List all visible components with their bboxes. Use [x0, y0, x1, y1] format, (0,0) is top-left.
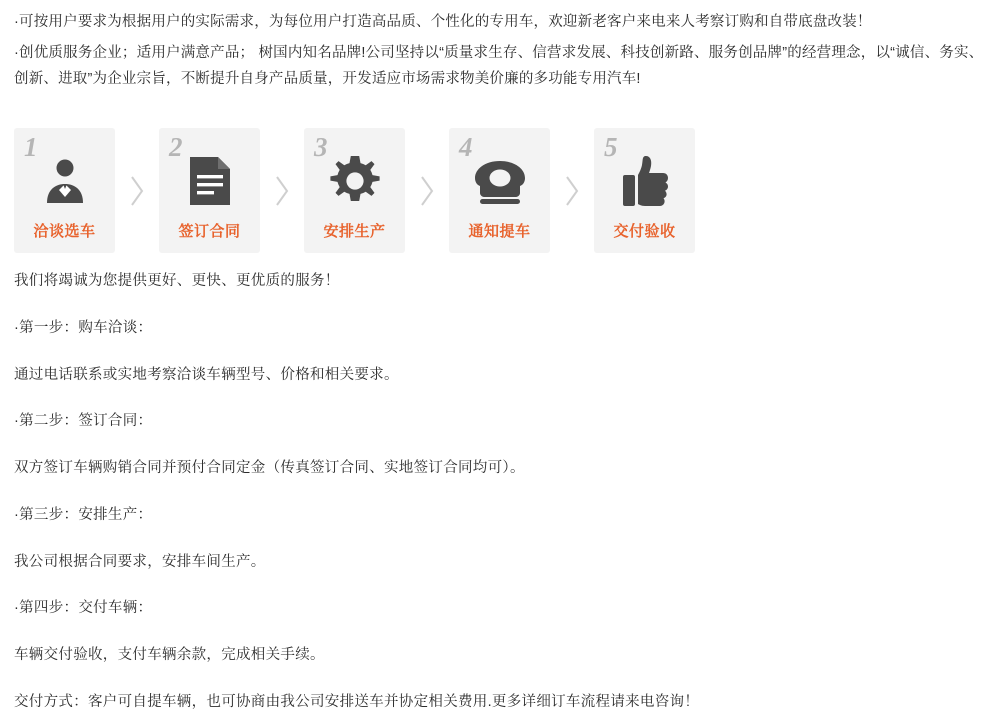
step-item-1 — [14, 128, 115, 253]
gear-icon — [304, 150, 405, 212]
step-label: 洽谈选车 — [33, 223, 96, 241]
chevron-right-icon — [115, 128, 159, 253]
step-number: 3 — [314, 132, 328, 163]
intro-line-2: ·创优质服务企业；适用户满意产品； 树国内知名品牌!公司坚持以“质量求生存、信营求发展、科技创新路、服务创品牌”的经营理念，以“诚信、务实、创新、进取”为企业宗旨，不断提升自身产品质量，开发适应市场需求物美价廉的多功能专用汽车! — [14, 45, 984, 87]
chevron-right-icon — [405, 128, 449, 253]
salesman-icon — [14, 150, 115, 212]
body-paragraph: 双方签订车辆购销合同并预付合同定金（传真签订合同、实地签订合同均可）。 — [14, 460, 525, 477]
body-paragraph: ·第一步：购车洽谈： — [14, 319, 153, 336]
intro-section — [14, 0, 986, 92]
step-label: 安排生产 — [323, 223, 386, 241]
intro-line-1: ·可按用户要求为根据用户的实际需求，为每位用户打造高品质、个性化的专用车，欢迎新老客户来电来人考察订购和自带底盘改装！ — [14, 14, 872, 30]
body-paragraph: 车辆交付验收，支付车辆余款，完成相关手续。 — [14, 647, 325, 664]
step-item-3 — [304, 128, 405, 253]
process-steps — [14, 128, 986, 253]
body-paragraph: ·第二步：签订合同： — [14, 413, 153, 430]
body-paragraph: 我们将竭诚为您提供更好、更快、更优质的服务！ — [14, 273, 340, 290]
step-item-5 — [594, 128, 695, 253]
thumbs-up-icon — [594, 150, 695, 212]
step-item-4 — [449, 128, 550, 253]
step-label: 通知提车 — [468, 223, 531, 241]
body-paragraph: ·第三步：安排生产： — [14, 506, 153, 523]
step-label: 交付验收 — [613, 223, 676, 241]
step-label: 签订合同 — [178, 223, 241, 241]
body-section — [14, 271, 986, 714]
body-paragraph: 交付方式：客户可自提车辆，也可协商由我公司安排送车并协定相关费用.更多详细订车流程请来电咨询！ — [14, 693, 700, 710]
document-icon — [159, 150, 260, 212]
body-paragraph: ·第四步：交付车辆： — [14, 600, 153, 617]
step-number: 4 — [459, 132, 473, 163]
body-paragraph: 我公司根据合同要求，安排车间生产。 — [14, 553, 266, 570]
telephone-icon — [449, 150, 550, 212]
body-paragraph: 通过电话联系或实地考察洽谈车辆型号、价格和相关要求。 — [14, 366, 399, 383]
step-number: 2 — [169, 132, 183, 163]
step-number: 5 — [604, 132, 618, 163]
chevron-right-icon — [550, 128, 594, 253]
chevron-right-icon — [260, 128, 304, 253]
step-number: 1 — [24, 132, 38, 163]
step-item-2 — [159, 128, 260, 253]
